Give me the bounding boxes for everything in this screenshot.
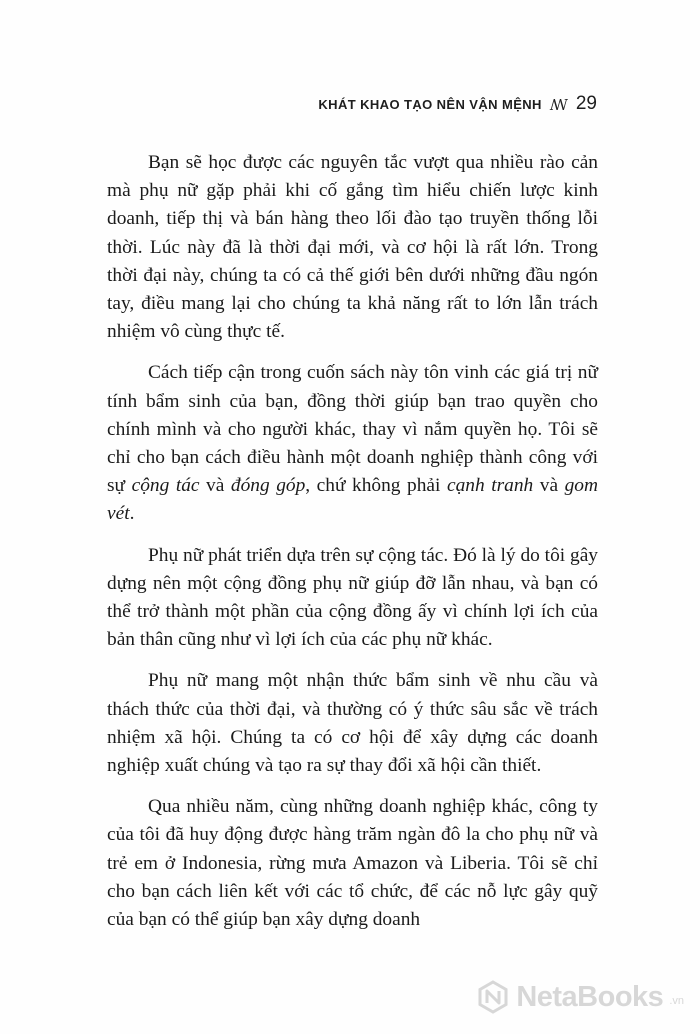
running-title: KHÁT KHAO TẠO NÊN VẬN MỆNH [318,97,542,112]
watermark-suffix: .vn [669,995,684,1007]
emphasis-cong-tac: cộng tác [131,475,200,497]
paragraph-2-text: , chứ không phải [305,475,447,497]
paragraph-4: Phụ nữ mang một nhận thức bẩm sinh về nhu cầu và thách thức của thời đại, và thường có ý thức sâu sắc về trách nhiệm xã hội. Chúng ta có cơ hội để xây dựng các doanh nghiệp xuất chúng và tạo ra sự thay đổi xã hội cần thiết. [107,670,598,777]
netabooks-watermark [476,980,684,1014]
paragraph-2-text: và [533,475,565,497]
paragraph-2-text: và [199,475,231,497]
paragraph-3: Phụ nữ phát triển dựa trên sự cộng tác. Đó là lý do tôi gây dựng nên một cộng đồng phụ nữ giúp đỡ lẫn nhau, và bạn có thể trở thành một phần của cộng đồng ấy vì chính lợi ích của bản thân cũng như vì lợi ích của các phụ nữ khác. [107,544,598,651]
emphasis-canh-tranh: cạnh tranh [446,475,534,497]
page-number: 29 [575,93,597,114]
emphasis-gom-vet: gom vét [107,475,598,525]
paragraph-1: Bạn sẽ học được các nguyên tắc vượt qua nhiều rào cản mà phụ nữ gặp phải khi cố gắng tìm hiểu chiến lược kinh doanh, tiếp thị và bán hàng theo lối đào tạo truyền thống lỗi thời. Lúc này đã là thời đại mới, và cơ hội là rất lớn. Trong thời đại này, chúng ta có cả thế giới bên dưới những đầu ngón tay, điều mang lại cho chúng ta khả năng rất to lớn lẫn trách nhiệm vô cùng thực tế. [107,152,598,343]
running-head [318,93,597,115]
netabooks-logo-icon [476,980,510,1014]
watermark-brand: NetaBooks [516,980,664,1013]
paragraph-5: Qua nhiều năm, cùng những doanh nghiệp khác, công ty của tôi đã huy động được hàng trăm ngàn đô la cho phụ nữ và trẻ em ở Indonesia, rừng mưa Amazon và Liberia. Tôi sẽ chỉ cho bạn cách liên kết với các tổ chức, để các nỗ lực gây quỹ của bạn có thể giúp bạn xây dựng doanh [107,796,598,931]
emphasis-dong-gop: đóng góp [230,475,306,497]
paragraph-2-text: . [129,503,135,525]
ornament-icon: ꟿ [549,96,568,114]
paragraph-2-text: Cách tiếp cận trong cuốn sách này tôn vinh các giá trị nữ tính bẩm sinh của bạn, đồng thời giúp bạn trao quyền cho chính mình và cho người khác, thay vì nắm quyền họ. Tôi sẽ chỉ cho bạn cách điều hành một doanh nghiệp thành công với sự [107,362,598,497]
paragraph-2 [107,359,598,528]
body-text [107,149,598,947]
